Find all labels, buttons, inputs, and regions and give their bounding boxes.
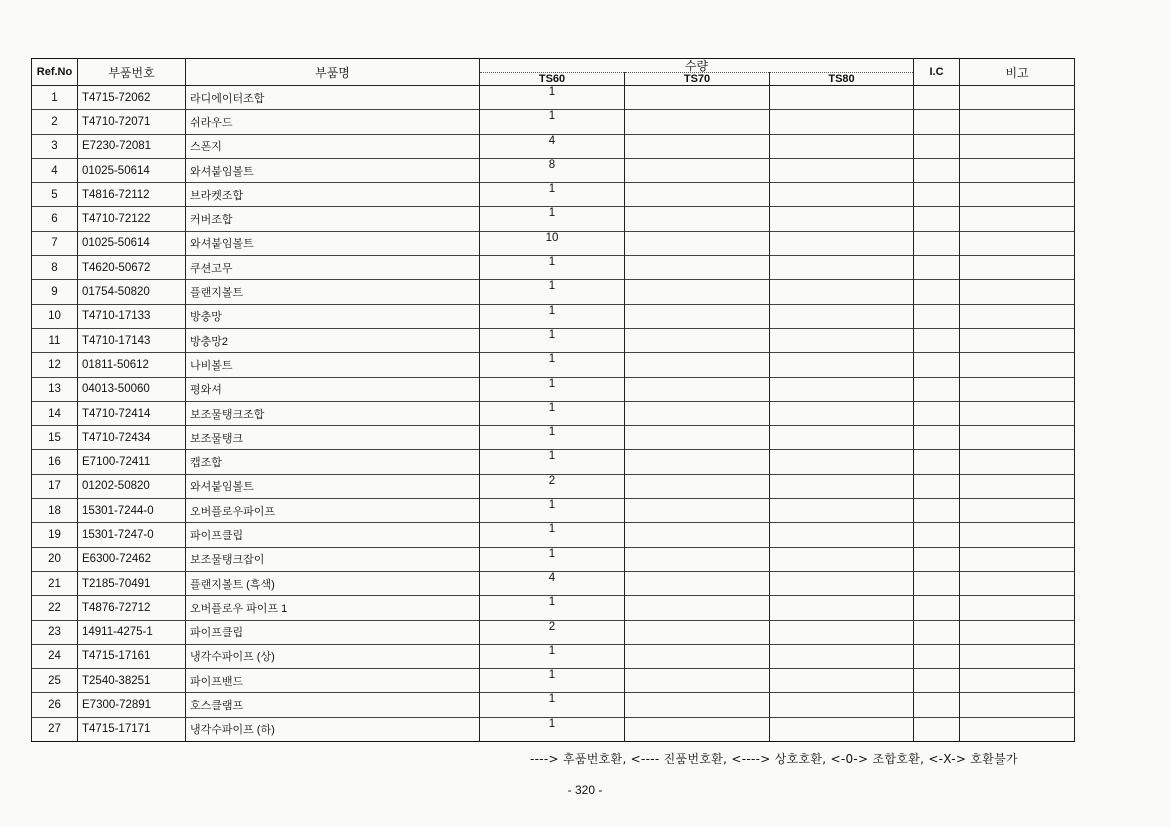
part-number-cell: 14911-4275-1	[78, 620, 186, 644]
ref-cell: 25	[32, 669, 78, 693]
table-row	[32, 669, 1075, 693]
part-number-cell: E7230-72081	[78, 134, 186, 158]
part-name-cell: 쿠션고무	[186, 256, 480, 280]
table-row	[32, 474, 1075, 498]
part-number-cell: E7300-72891	[78, 693, 186, 717]
interchange-legend: ----> 후품번호환, <---- 진품번호환, <----> 상호호환, <-0-> 조합호환, <-X-> 호환불가	[530, 752, 1018, 766]
table-row	[32, 547, 1075, 571]
part-name-cell: 스폰지	[186, 134, 480, 158]
table-row	[32, 401, 1075, 425]
qty-ts60-cell: 1	[480, 256, 625, 280]
qty-ts60-cell: 1	[480, 328, 625, 352]
part-name-cell: 냉각수파이프 (하)	[186, 717, 480, 741]
ic-cell	[914, 596, 960, 620]
qty-ts80-cell	[770, 450, 914, 474]
qty-ts70-cell	[625, 328, 770, 352]
remarks-cell	[960, 669, 1075, 693]
header-model-ts70: TS70	[625, 73, 770, 86]
qty-ts80-cell	[770, 401, 914, 425]
qty-ts70-cell	[625, 693, 770, 717]
part-number-cell: 04013-50060	[78, 377, 186, 401]
ref-cell: 1	[32, 86, 78, 110]
part-name-cell: 냉각수파이프 (상)	[186, 644, 480, 668]
ic-cell	[914, 669, 960, 693]
ref-cell: 6	[32, 207, 78, 231]
ic-cell	[914, 474, 960, 498]
qty-ts70-cell	[625, 499, 770, 523]
qty-ts60-cell: 1	[480, 523, 625, 547]
ic-cell	[914, 499, 960, 523]
header-ref-no: Ref.No	[32, 59, 78, 86]
remarks-cell	[960, 280, 1075, 304]
qty-ts80-cell	[770, 110, 914, 134]
ref-cell: 8	[32, 256, 78, 280]
table-row	[32, 353, 1075, 377]
part-number-cell: T4715-17171	[78, 717, 186, 741]
part-number-cell: 01202-50820	[78, 474, 186, 498]
part-number-cell: T4876-72712	[78, 596, 186, 620]
ic-cell	[914, 571, 960, 595]
qty-ts60-cell: 8	[480, 158, 625, 182]
header-model-ts80: TS80	[770, 73, 914, 86]
table-row	[32, 377, 1075, 401]
qty-ts60-cell: 1	[480, 644, 625, 668]
qty-ts80-cell	[770, 231, 914, 255]
qty-ts80-cell	[770, 377, 914, 401]
part-name-cell: 오버플로우파이프	[186, 499, 480, 523]
part-number-cell: T4715-17161	[78, 644, 186, 668]
remarks-cell	[960, 256, 1075, 280]
qty-ts60-cell: 1	[480, 304, 625, 328]
qty-ts80-cell	[770, 499, 914, 523]
qty-ts70-cell	[625, 353, 770, 377]
table-row	[32, 426, 1075, 450]
remarks-cell	[960, 547, 1075, 571]
remarks-cell	[960, 158, 1075, 182]
qty-ts70-cell	[625, 280, 770, 304]
qty-ts80-cell	[770, 620, 914, 644]
ref-cell: 12	[32, 353, 78, 377]
table-row	[32, 304, 1075, 328]
remarks-cell	[960, 450, 1075, 474]
part-name-cell: 파이프밴드	[186, 669, 480, 693]
ic-cell	[914, 231, 960, 255]
qty-ts60-cell: 1	[480, 499, 625, 523]
table-row	[32, 110, 1075, 134]
remarks-cell	[960, 183, 1075, 207]
table-row	[32, 644, 1075, 668]
ic-cell	[914, 547, 960, 571]
qty-ts60-cell: 1	[480, 547, 625, 571]
remarks-cell	[960, 86, 1075, 110]
ic-cell	[914, 401, 960, 425]
part-name-cell: 평와셔	[186, 377, 480, 401]
ref-cell: 11	[32, 328, 78, 352]
qty-ts70-cell	[625, 596, 770, 620]
table-row	[32, 134, 1075, 158]
remarks-cell	[960, 620, 1075, 644]
ref-cell: 15	[32, 426, 78, 450]
remarks-cell	[960, 134, 1075, 158]
part-number-cell: T4710-72414	[78, 401, 186, 425]
qty-ts80-cell	[770, 596, 914, 620]
ref-cell: 23	[32, 620, 78, 644]
ic-cell	[914, 328, 960, 352]
part-name-cell: 라디에이터조합	[186, 86, 480, 110]
qty-ts70-cell	[625, 717, 770, 741]
ic-cell	[914, 693, 960, 717]
ic-cell	[914, 377, 960, 401]
remarks-cell	[960, 717, 1075, 741]
ref-cell: 5	[32, 183, 78, 207]
remarks-cell	[960, 377, 1075, 401]
part-name-cell: 플랜지볼트 (흑색)	[186, 571, 480, 595]
header-model-ts60: TS60	[480, 73, 625, 86]
table-row	[32, 256, 1075, 280]
part-name-cell: 플랜지볼트	[186, 280, 480, 304]
table-row	[32, 523, 1075, 547]
table-row	[32, 693, 1075, 717]
remarks-cell	[960, 426, 1075, 450]
qty-ts60-cell: 1	[480, 401, 625, 425]
remarks-cell	[960, 110, 1075, 134]
qty-ts70-cell	[625, 547, 770, 571]
qty-ts80-cell	[770, 426, 914, 450]
header-quantity: 수량	[480, 59, 914, 73]
ic-cell	[914, 523, 960, 547]
ref-cell: 16	[32, 450, 78, 474]
table-row	[32, 450, 1075, 474]
table-row	[32, 499, 1075, 523]
part-number-cell: 15301-7247-0	[78, 523, 186, 547]
ref-cell: 10	[32, 304, 78, 328]
qty-ts80-cell	[770, 669, 914, 693]
ref-cell: 18	[32, 499, 78, 523]
part-number-cell: T4620-50672	[78, 256, 186, 280]
remarks-cell	[960, 693, 1075, 717]
qty-ts80-cell	[770, 256, 914, 280]
qty-ts80-cell	[770, 547, 914, 571]
ic-cell	[914, 280, 960, 304]
ic-cell	[914, 256, 960, 280]
part-name-cell: 보조물탱크잡이	[186, 547, 480, 571]
ic-cell	[914, 644, 960, 668]
part-number-cell: T4710-72122	[78, 207, 186, 231]
qty-ts60-cell: 1	[480, 280, 625, 304]
remarks-cell	[960, 328, 1075, 352]
ic-cell	[914, 183, 960, 207]
qty-ts60-cell: 1	[480, 669, 625, 693]
remarks-cell	[960, 571, 1075, 595]
ref-cell: 24	[32, 644, 78, 668]
qty-ts70-cell	[625, 158, 770, 182]
remarks-cell	[960, 401, 1075, 425]
qty-ts60-cell: 10	[480, 231, 625, 255]
qty-ts70-cell	[625, 450, 770, 474]
table-row	[32, 280, 1075, 304]
part-name-cell: 커버조합	[186, 207, 480, 231]
qty-ts60-cell: 1	[480, 183, 625, 207]
part-name-cell: 파이프클립	[186, 620, 480, 644]
qty-ts60-cell: 1	[480, 86, 625, 110]
qty-ts60-cell: 1	[480, 207, 625, 231]
part-name-cell: 보조물탱크	[186, 426, 480, 450]
qty-ts80-cell	[770, 474, 914, 498]
ic-cell	[914, 353, 960, 377]
part-number-cell: E7100-72411	[78, 450, 186, 474]
qty-ts80-cell	[770, 183, 914, 207]
part-number-cell: T4816-72112	[78, 183, 186, 207]
qty-ts60-cell: 1	[480, 377, 625, 401]
qty-ts70-cell	[625, 86, 770, 110]
part-number-cell: T4715-72062	[78, 86, 186, 110]
part-name-cell: 나비볼트	[186, 353, 480, 377]
parts-table	[31, 58, 1075, 742]
part-name-cell: 호스클램프	[186, 693, 480, 717]
qty-ts80-cell	[770, 644, 914, 668]
qty-ts80-cell	[770, 328, 914, 352]
ref-cell: 21	[32, 571, 78, 595]
ref-cell: 17	[32, 474, 78, 498]
qty-ts70-cell	[625, 523, 770, 547]
remarks-cell	[960, 353, 1075, 377]
qty-ts70-cell	[625, 401, 770, 425]
part-name-cell: 방충망2	[186, 328, 480, 352]
qty-ts60-cell: 4	[480, 134, 625, 158]
ref-cell: 20	[32, 547, 78, 571]
qty-ts80-cell	[770, 571, 914, 595]
remarks-cell	[960, 644, 1075, 668]
ic-cell	[914, 304, 960, 328]
ic-cell	[914, 717, 960, 741]
part-number-cell: T4710-72434	[78, 426, 186, 450]
header-ic: I.C	[914, 59, 960, 86]
qty-ts60-cell: 1	[480, 693, 625, 717]
ic-cell	[914, 207, 960, 231]
part-number-cell: T4710-17133	[78, 304, 186, 328]
part-number-cell: 01754-50820	[78, 280, 186, 304]
qty-ts60-cell: 1	[480, 450, 625, 474]
part-name-cell: 파이프클립	[186, 523, 480, 547]
part-number-cell: T2185-70491	[78, 571, 186, 595]
part-name-cell: 와셔붙임볼트	[186, 231, 480, 255]
qty-ts70-cell	[625, 304, 770, 328]
qty-ts70-cell	[625, 377, 770, 401]
qty-ts70-cell	[625, 669, 770, 693]
part-name-cell: 와셔붙임볼트	[186, 158, 480, 182]
qty-ts70-cell	[625, 474, 770, 498]
qty-ts80-cell	[770, 207, 914, 231]
ic-cell	[914, 620, 960, 644]
header-remarks: 비고	[960, 59, 1075, 86]
part-name-cell: 오버플로우 파이프 1	[186, 596, 480, 620]
qty-ts60-cell: 1	[480, 353, 625, 377]
part-number-cell: 01025-50614	[78, 158, 186, 182]
ref-cell: 26	[32, 693, 78, 717]
part-number-cell: T2540-38251	[78, 669, 186, 693]
qty-ts70-cell	[625, 620, 770, 644]
ic-cell	[914, 110, 960, 134]
parts-table-body	[32, 86, 1075, 742]
qty-ts70-cell	[625, 571, 770, 595]
qty-ts60-cell: 1	[480, 110, 625, 134]
remarks-cell	[960, 523, 1075, 547]
header-part-name: 부품명	[186, 59, 480, 86]
table-row	[32, 158, 1075, 182]
ref-cell: 7	[32, 231, 78, 255]
remarks-cell	[960, 474, 1075, 498]
ic-cell	[914, 450, 960, 474]
table-row	[32, 86, 1075, 110]
qty-ts70-cell	[625, 134, 770, 158]
qty-ts60-cell: 1	[480, 717, 625, 741]
qty-ts80-cell	[770, 304, 914, 328]
ic-cell	[914, 86, 960, 110]
remarks-cell	[960, 231, 1075, 255]
table-row	[32, 207, 1075, 231]
qty-ts60-cell: 2	[480, 620, 625, 644]
part-name-cell: 브라켓조합	[186, 183, 480, 207]
remarks-cell	[960, 596, 1075, 620]
part-name-cell: 방충망	[186, 304, 480, 328]
qty-ts80-cell	[770, 134, 914, 158]
table-row	[32, 231, 1075, 255]
qty-ts70-cell	[625, 110, 770, 134]
header-part-number: 부품번호	[78, 59, 186, 86]
table-row	[32, 571, 1075, 595]
page-number: - 320 -	[567, 783, 603, 797]
qty-ts60-cell: 1	[480, 596, 625, 620]
table-row	[32, 596, 1075, 620]
ref-cell: 4	[32, 158, 78, 182]
qty-ts80-cell	[770, 523, 914, 547]
table-row	[32, 183, 1075, 207]
part-name-cell: 와셔붙임볼트	[186, 474, 480, 498]
table-row	[32, 328, 1075, 352]
part-number-cell: 01811-50612	[78, 353, 186, 377]
ref-cell: 22	[32, 596, 78, 620]
ref-cell: 9	[32, 280, 78, 304]
ref-cell: 3	[32, 134, 78, 158]
qty-ts80-cell	[770, 353, 914, 377]
qty-ts70-cell	[625, 183, 770, 207]
part-number-cell: 01025-50614	[78, 231, 186, 255]
ref-cell: 2	[32, 110, 78, 134]
qty-ts80-cell	[770, 86, 914, 110]
part-number-cell: T4710-17143	[78, 328, 186, 352]
qty-ts70-cell	[625, 207, 770, 231]
qty-ts60-cell: 2	[480, 474, 625, 498]
remarks-cell	[960, 207, 1075, 231]
table-row	[32, 717, 1075, 741]
part-name-cell: 캡조합	[186, 450, 480, 474]
qty-ts70-cell	[625, 644, 770, 668]
ref-cell: 14	[32, 401, 78, 425]
ref-cell: 13	[32, 377, 78, 401]
qty-ts60-cell: 1	[480, 426, 625, 450]
qty-ts70-cell	[625, 231, 770, 255]
qty-ts80-cell	[770, 693, 914, 717]
ic-cell	[914, 426, 960, 450]
ic-cell	[914, 134, 960, 158]
part-number-cell: E6300-72462	[78, 547, 186, 571]
ic-cell	[914, 158, 960, 182]
ref-cell: 19	[32, 523, 78, 547]
part-number-cell: T4710-72071	[78, 110, 186, 134]
remarks-cell	[960, 499, 1075, 523]
qty-ts80-cell	[770, 717, 914, 741]
qty-ts60-cell: 4	[480, 571, 625, 595]
part-name-cell: 쉬라우드	[186, 110, 480, 134]
ref-cell: 27	[32, 717, 78, 741]
qty-ts80-cell	[770, 280, 914, 304]
remarks-cell	[960, 304, 1075, 328]
part-number-cell: 15301-7244-0	[78, 499, 186, 523]
table-row	[32, 620, 1075, 644]
qty-ts70-cell	[625, 426, 770, 450]
part-name-cell: 보조물탱크조합	[186, 401, 480, 425]
qty-ts70-cell	[625, 256, 770, 280]
qty-ts80-cell	[770, 158, 914, 182]
